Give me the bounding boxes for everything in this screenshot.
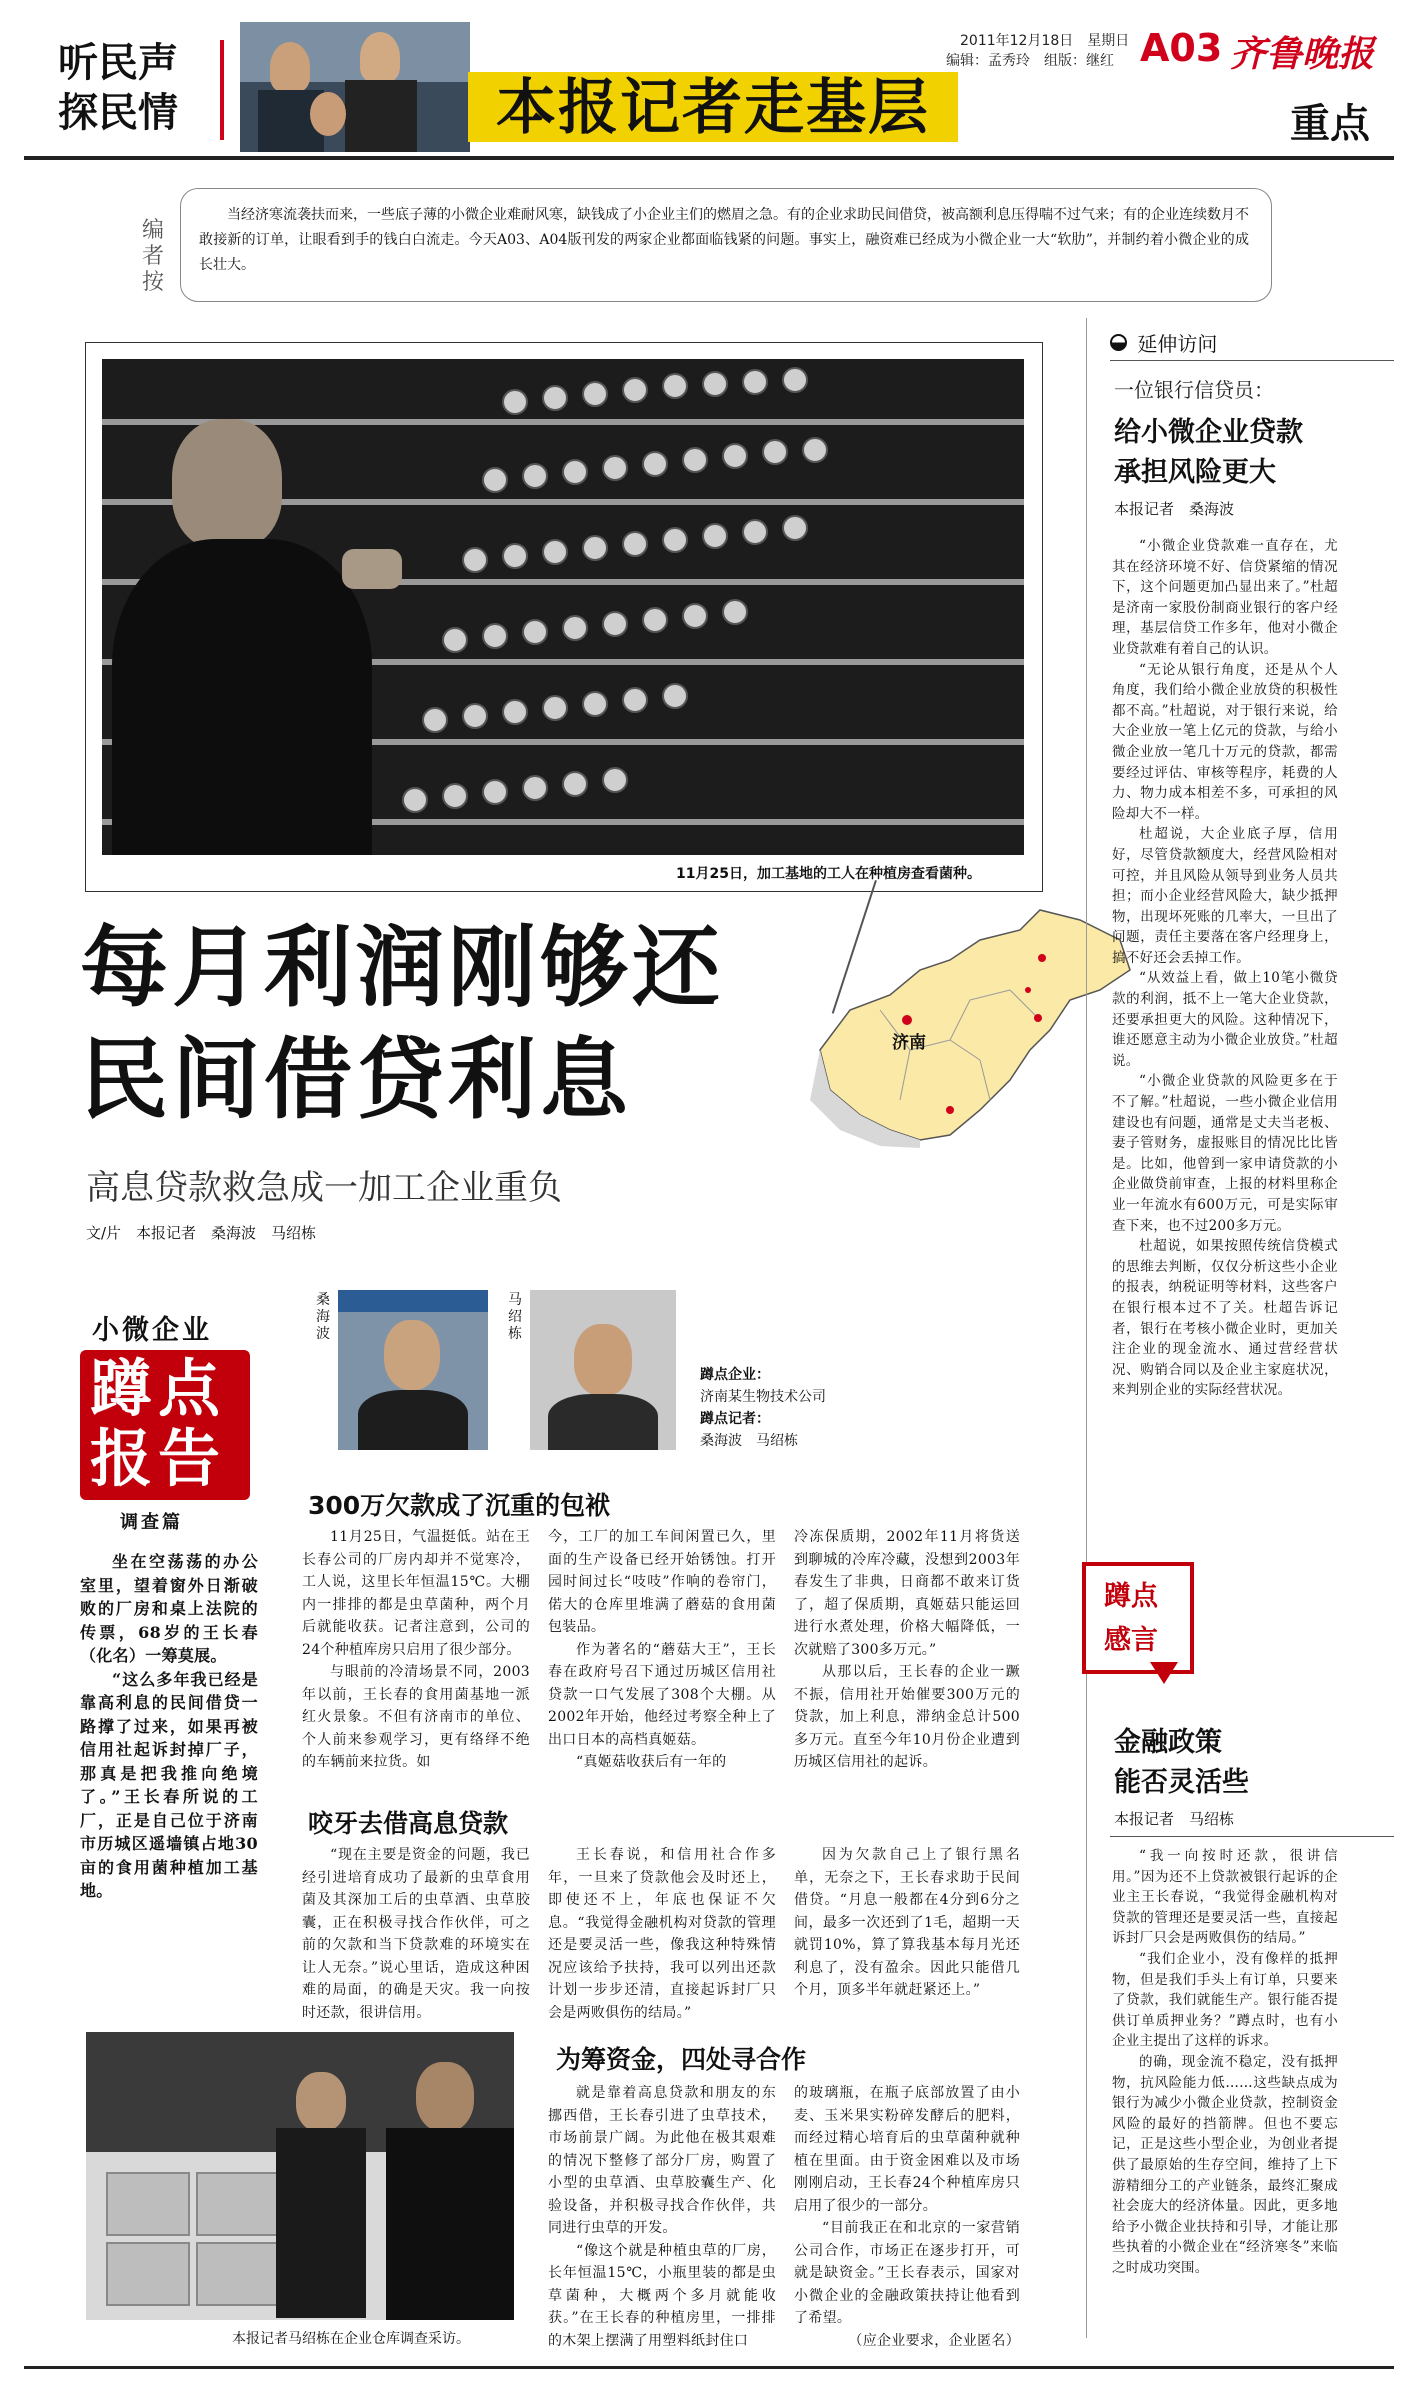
s3c2-p1: 的玻璃瓶，在瓶子底部放置了由小麦、玉米果实粉碎发酵后的肥料，而经过精心培育后的虫草菌种就种植在里面。由于资金困难以及市场刚刚启动，王长春24个种植库房只启用了很少的一部分。 (794, 2085, 1020, 2214)
masthead-rule (24, 156, 1394, 160)
sb-p5: “小微企业贷款的风险更多在于不了解。”杜超说，一些小微企业信用建设也有问题，通常是丈夫当老板、妻子管财务，虚报账目的情况比比皆是。比如，他曾到一家申请贷款的小企业做贷前审查，上报的材料里称企业一年流水有600万元，可是实际审查下来，也不过200多万元。 (1112, 1073, 1338, 1234)
section2-col3 (794, 1844, 1020, 2002)
sb-p4: “从效益上看，做上10笔小微贷款的利润，抵不上一笔大企业贷款，还要承担更大的风险。这种情况下，谁还愿意主动为小微企业放贷。”杜超说。 (1112, 970, 1338, 1069)
sb-p2: “无论从银行角度，还是从个人角度，我们给小微企业放贷的积极性都不高。”杜超说，对于银行来说，给大企业放一笔上亿元的贷款，与给小微企业放一笔几十万元的贷款，都需要经过评估、审核等程序，耗费的人力、物力成本相差不多，可承担的风险却大不一样。 (1112, 661, 1338, 822)
page-number: A03 (1140, 26, 1223, 70)
banner-title: 本报记者走基层 (468, 72, 958, 142)
comment-tag-line1: 蹲点 (1104, 1581, 1158, 1612)
section2-title: 咬牙去借高息贷款 (308, 1809, 509, 1838)
headline-line2: 民间借贷利息 (80, 1028, 633, 1131)
reporter-info (700, 1364, 826, 1452)
reporter-1-photo (338, 1290, 488, 1450)
section-label: 重点 (1290, 101, 1370, 147)
series-badge-top: 小微企业 (92, 1315, 212, 1346)
s1c2-p3: “真姬菇收获后有一年的 (576, 1754, 727, 1770)
comment-body (1112, 1846, 1338, 2278)
stamp-line2: 报告 (90, 1422, 227, 1495)
s3c1-p2: “像这个就是种植虫草的厂房，长年恒温15℃，小瓶里装的都是虫草菌种，大概两个多月就能收获。”在王长春的种植房里，一排排的木架上摆满了用塑料纸封住口 (548, 2242, 776, 2349)
section1-col3 (794, 1526, 1020, 1774)
info-label-1: 蹲点企业： (700, 1367, 770, 1383)
intro-p1: 坐在空荡荡的办公室里，望着窗外日渐破败的厂房和桌上法院的传票，68岁的王长春（化名）一筹莫展。 (80, 1552, 258, 1665)
intro-text (80, 1550, 258, 1903)
paper-name: 齐鲁晚报 (1230, 33, 1375, 75)
section3-photo (86, 2032, 514, 2320)
masthead (0, 0, 1417, 160)
sidebar-body (1112, 536, 1338, 1401)
jinan-marker (902, 1015, 912, 1025)
cm-p3: 的确，现金流不稳定，没有抵押物，抗风险能力低……这些缺点成为银行为减少小微企业贷款，控制资金风险的最好的挡箭牌。但也不要忘记，正是这些小型企业，为创业者提供了最原始的生存空间，维持了上下游精细分工的产业链条，最终汇聚成社会庞大的经济体量。因此，更多地给予小微企业扶持和引导，才能让那些执着的小微企业在“经济寒冬”来临之时成功突围。 (1112, 2053, 1338, 2276)
main-photo-caption: 11月25日，加工基地的工人在种植房查看菌种。 (676, 866, 981, 882)
kicker-circle-icon (1110, 334, 1127, 351)
section3-photo-caption: 本报记者马绍栋在企业仓库调查采访。 (232, 2331, 470, 2347)
cm-p2: “我们企业小，没有像样的抵押物，但是我们手头上有订单，只要来了贷款，我们就能生产。银行能否提供订单质押业务？”蹲点时，也有小企业主提出了这样的诉求。 (1112, 1950, 1338, 2050)
comment-tag-line2: 感言 (1104, 1625, 1158, 1656)
series-stamp (80, 1350, 250, 1500)
reporter-2-photo (530, 1290, 676, 1450)
section2-col1 (302, 1844, 530, 2024)
stamp-line1: 蹲点 (90, 1352, 227, 1425)
comment-title-line1: 金融政策 (1114, 1727, 1222, 1758)
comment-rule (1110, 1836, 1394, 1837)
sidebar-subhead: 一位银行信贷员： (1114, 378, 1274, 402)
headline-line1: 每月利润刚够还 (80, 916, 725, 1019)
cm-p1: “我一向按时还款，很讲信用。”因为还不上贷款被银行起诉的企业主王长春说，“我觉得金融机构对贷款的管理还是要灵活一些，直接起诉封厂只会是两败俱伤的结局。” (1112, 1848, 1338, 1947)
sidebar-title-line2: 承担风险更大 (1114, 457, 1276, 488)
comment-tag (1082, 1562, 1194, 1674)
editor-note-label: 编者按 (142, 218, 165, 295)
column-tag-line1: 听民声 (58, 40, 178, 86)
section3-col2 (794, 2082, 1020, 2352)
section1-col1 (302, 1526, 530, 1774)
s2c1-p1: “现在主要是资金的问题，我已经引进培育成功了最新的虫草食用菌及其深加工后的虫草酒、虫草胶囊，正在积极寻找合作伙伴，可之前的欠款和当下贷款难的环境实在让人无奈。”说心里话，造成这种困难的局面，的确是天灾。我一向按时还款，很讲信用。 (302, 1847, 530, 2021)
masthead-divider (220, 40, 224, 140)
s3c2-p3: （应企业要求，企业匿名） (848, 2332, 1020, 2349)
s1c2-p1: 今，工厂的加工车间闲置已久，里面的生产设备已经开始锈蚀。打开园时间过长“吱吱”作响的卷帘门，偌大的仓库里堆满了蘑菇的食用菌包装品。 (548, 1529, 776, 1635)
s3c1-p1: 就是靠着高息贷款和朋友的东挪西借，王长春引进了虫草技术，市场前景广阔。为此他在极其艰难的情况下整修了部分厂房，购置了小型的虫草酒、虫草胶囊生产、化验设备，并积极寻找合作伙伴，共同进行虫草的开发。 (548, 2085, 776, 2236)
banner-photo (240, 22, 470, 152)
s1c1-p1: 11月25日，气温挺低。站在王长春公司的厂房内却并不觉寒冷，工人说，这里长年恒温15℃。大棚内一排排的都是虫草菌种，两个月后就能收获。记者注意到，公司的24个种植库房只启用了很少部分。 (302, 1529, 530, 1658)
info-value-1: 济南某生物技术公司 (700, 1389, 826, 1405)
s3c2-p2: “目前我正在和北京的一家营销公司合作，市场正在逐步打开，可就是缺资金。”王长春表示，国家对小微企业的金融政策扶持让他看到了希望。 (794, 2220, 1020, 2326)
s1c3-p1: 冷冻保质期，2002年11月将货送到聊城的冷库冷藏，没想到2003年春发生了非典，日商都不敢来订货了，超了保质期，真姬菇只能运回进行水煮处理，价格大幅降低，一次就赔了300多万元。” (794, 1529, 1020, 1658)
info-value-2: 桑海波 马绍栋 (700, 1433, 798, 1449)
editor-note (180, 188, 1272, 302)
s1c2-p2: 作为著名的“蘑菇大王”，王长春在政府号召下通过历城区信用社贷款一口气发展了308个大棚。从2002年开始，他经过考察全种上了出口日本的高档真姬菇。 (548, 1641, 776, 1748)
sidebar-rule (1086, 318, 1087, 2338)
headline-subtitle: 高息贷款救急成一加工企业重负 (86, 1168, 562, 1208)
kicker-text: 延伸访问 (1137, 332, 1218, 356)
sidebar-kicker-rule (1110, 360, 1394, 361)
s1c3-p2: 从那以后，王长春的企业一蹶不振，信用社开始催要300万元的贷款，加上利息，滞纳金总计500多万元。直至今年10月份企业遭到历城区信用社的起诉。 (794, 1664, 1020, 1770)
section3-col1 (548, 2082, 776, 2352)
sb-p6: 杜超说，如果按照传统信贷模式的思维去判断，仅仅分析这些小企业的报表，纳税证明等材料，这些客户在银行根本过不了关。杜超告诉记者，银行在考核小微企业时，更加关注企业的现金流水、通过营经营状况、购销合同以及企业主家庭状况，来判别企业的实际经营状况。 (1112, 1238, 1338, 1399)
main-photo-frame (85, 342, 1043, 892)
main-photo (102, 359, 1024, 855)
section1-col2 (548, 1526, 776, 1774)
headline-byline: 文/片 本报记者 桑海波 马绍栋 (86, 1224, 317, 1242)
s2c2-p1: 王长春说，和信用社合作多年，一旦来了贷款他会及时还上，即使还不上，年底也保证不欠息。“我觉得金融机构对贷款的管理还是要灵活一些，像我这种特殊情况应该给予扶持，我可以列出还款计划一步步还清，直接起诉封厂只会是两败俱伤的结局。” (548, 1847, 776, 2021)
sidebar-byline: 本报记者 桑海波 (1114, 500, 1235, 518)
column-tag (58, 38, 208, 138)
editor-line: 编辑：孟秀玲 组版：继红 (946, 53, 1114, 69)
s1c1-p2: 与眼前的冷清场景不同，2003年以前，王长春的食用菌基地一派红火景象。不但有济南市的单位、个人前来参观学习，更有络绎不绝的车辆前来拉货。如 (302, 1664, 530, 1770)
section3-title: 为筹资金，四处寻合作 (556, 2045, 807, 2074)
sb-p1: “小微企业贷款难一直存在，尤其在经济环境不好、信贷紧缩的情况下，这个问题更加凸显出来了。”杜超是济南一家股份制商业银行的客户经理，基层信贷工作多年，他对小微企业贷款难有着自己的认识。 (1112, 538, 1338, 657)
comment-title-line2: 能否灵活些 (1114, 1767, 1249, 1798)
reporter-2-name: 马绍栋 (508, 1292, 522, 1342)
sidebar-title-line1: 给小微企业贷款 (1114, 417, 1303, 448)
info-label-2: 蹲点记者： (700, 1411, 770, 1427)
date-line: 2011年12月18日 星期日 (960, 33, 1130, 49)
map-city-label: 济南 (892, 1033, 926, 1053)
intro-p2: “这么多年我已经是靠高利息的民间借贷一路撑了过来，如果再被信用社起诉封掉厂子，那真是把我推向绝境了。”王长春所说的工厂，正是自己位于济南市历城区遥墙镇占地30亩的食用菌种植加工基地。 (80, 1669, 258, 1900)
reporter-1-name: 桑海波 (316, 1292, 330, 1342)
editor-note-text: 当经济寒流袭扶而来，一些底子薄的小微企业难耐风寒，缺钱成了小企业主们的燃眉之急。有的企业求助民间借贷，被高额利息压得喘不过气来；有的企业连续数月不敢接新的订单，让眼看到手的钱白白流走。今天A03、A04版刊发的两家企业都面临钱紧的问题。事实上，融资难已经成为小微企业一大“软肋”，并制约着小微企业的成长壮大。 (199, 207, 1249, 273)
section2-col2 (548, 1844, 776, 2024)
sb-p3: 杜超说，大企业底子厚，信用好，尽管贷款额度大，经营风险相对可控，并且风险从领导到业务人员共担；而小企业经营风险大，缺少抵押物，出现坏死账的几率大，一旦出了问题，责任主要落在客户经理身上，搞不好还会丢掉工作。 (1112, 826, 1338, 966)
section1-title: 300万欠款成了沉重的包袱 (308, 1491, 611, 1520)
comment-byline: 本报记者 马绍栋 (1114, 1810, 1235, 1828)
comment-tag-pointer (1150, 1662, 1178, 1684)
s2c3-p1: 因为欠款自己上了银行黑名单，无奈之下，王长春求助于民间借贷。“月息一般都在4分到6分之间，最多一次还到了1毛，超期一天就罚10%，算了算我基本每月光还利息了，没有盈余。因此只能借几个月，顶多半年就赶紧还上。” (794, 1847, 1020, 1998)
sidebar-kicker (1110, 328, 1217, 357)
series-badge-bottom: 调查篇 (120, 1512, 183, 1533)
column-tag-line2: 探民情 (58, 90, 178, 136)
bottom-rule (24, 2366, 1394, 2369)
